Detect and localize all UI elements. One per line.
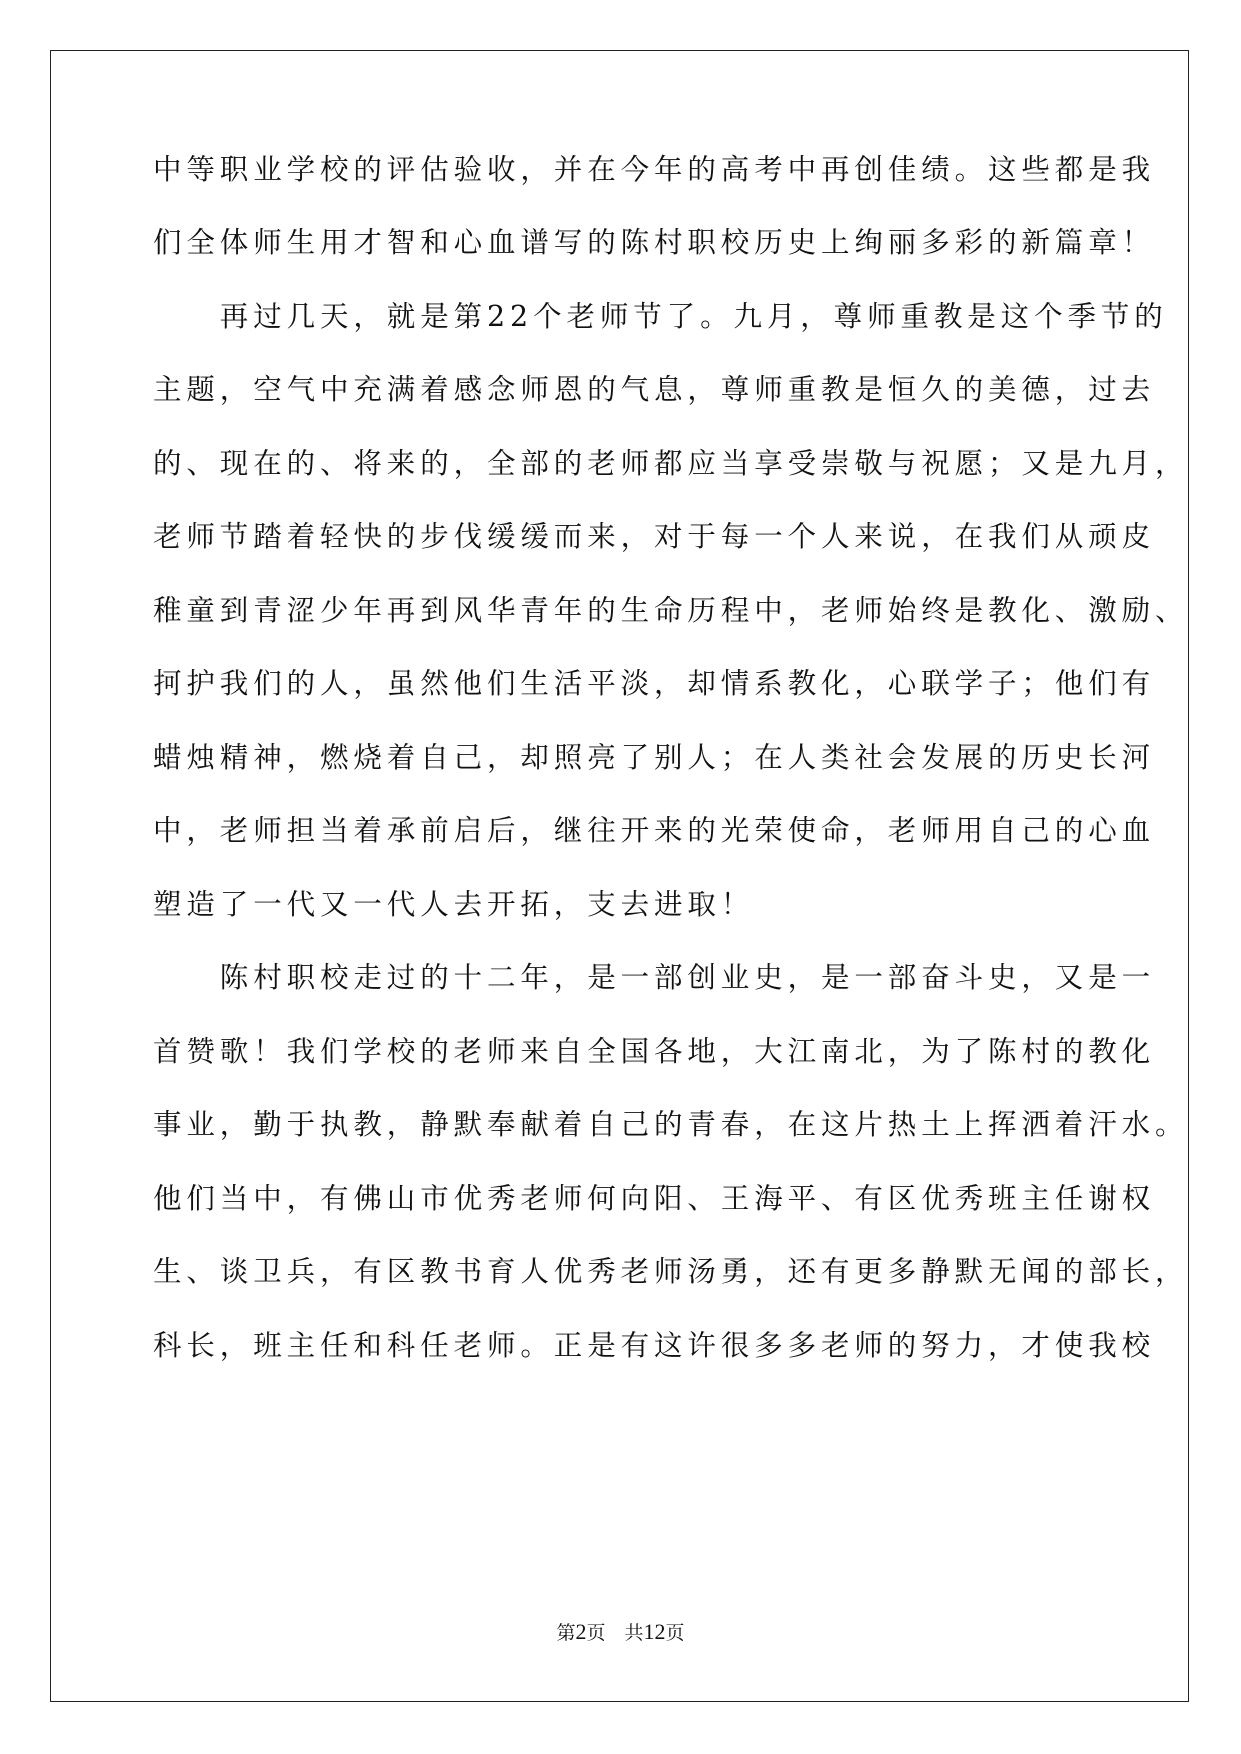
text-line: 们全体师生用才智和心血谱写的陈村职校历史上绚丽多彩的新篇章！ — [153, 226, 1156, 259]
text-line: 事业，勤于执教，静默奉献着自己的青春，在这片热土上挥洒着汗水。 — [153, 1108, 1189, 1141]
footer-suffix: 页 — [665, 1622, 685, 1644]
total-page-number: 12 — [643, 1619, 666, 1644]
text-line: 再过几天，就是第22个老师节了。九月，尊师重教是这个季节的 — [153, 300, 1168, 333]
text-line: 蜡烛精神，燃烧着自己，却照亮了别人；在人类社会发展的历史长河 — [153, 741, 1156, 774]
text-line: 陈村职校走过的十二年，是一部创业史，是一部奋斗史，又是一 — [153, 961, 1156, 994]
text-line: 主题，空气中充满着感念师恩的气息，尊师重教是恒久的美德，过去 — [153, 373, 1156, 406]
text-line: 中，老师担当着承前启后，继往开来的光荣使命，老师用自己的心血 — [153, 814, 1156, 847]
text-line: 中等职业学校的评估验收，并在今年的高考中再创佳绩。这些都是我 — [153, 153, 1156, 186]
text-line: 科长，班主任和科任老师。正是有这许很多多老师的努力，才使我校 — [153, 1329, 1156, 1362]
text-line: 首赞歌！我们学校的老师来自全国各地，大江南北，为了陈村的教化 — [153, 1035, 1156, 1068]
text-line: 的、现在的、将来的，全部的老师都应当享受崇敬与祝愿；又是九月， — [153, 447, 1189, 480]
current-page-number: 2 — [575, 1619, 587, 1644]
text-line: 稚童到青涩少年再到风华青年的生命历程中，老师始终是教化、激励、 — [153, 594, 1189, 627]
text-line: 他们当中，有佛山市优秀老师何向阳、王海平、有区优秀班主任谢权 — [153, 1182, 1156, 1215]
text-line: 老师节踏着轻快的步伐缓缓而来，对于每一个人来说，在我们从顽皮 — [153, 520, 1156, 553]
footer-middle: 页 共 — [586, 1622, 644, 1644]
footer-prefix: 第 — [556, 1622, 576, 1644]
text-line: 塑造了一代又一代人去开拓，支去进取！ — [153, 888, 755, 921]
text-line: 抲护我们的人，虽然他们生活平淡，却情系教化，心联学子；他们有 — [153, 667, 1156, 700]
text-line: 生、谈卫兵，有区教书育人优秀老师汤勇，还有更多静默无闻的部长， — [153, 1255, 1189, 1288]
page-footer — [0, 1620, 1241, 1645]
